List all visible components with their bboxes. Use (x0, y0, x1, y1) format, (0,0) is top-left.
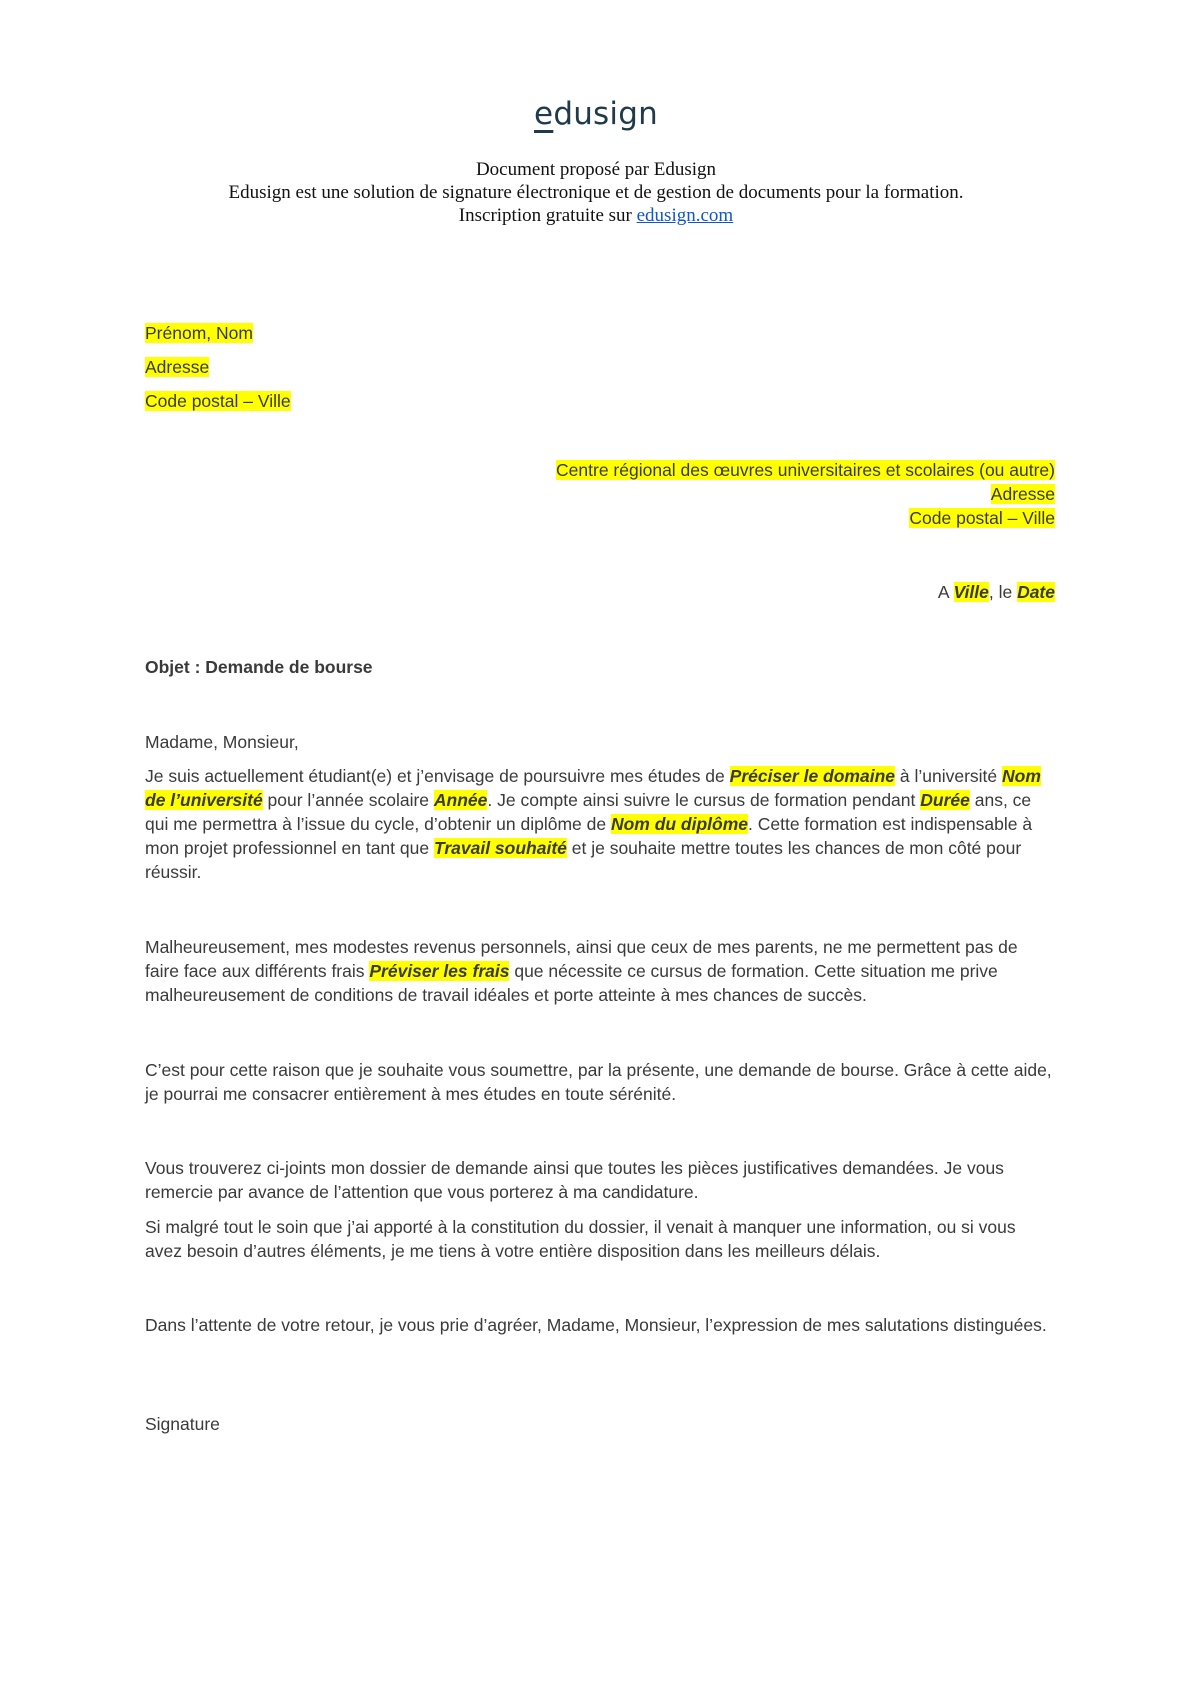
edusign-logo (0, 94, 1192, 134)
banner-line-3-prefix: Inscription gratuite sur (458, 205, 637, 226)
para1-text-5: ans, ce qui me permettra à l’issue du cycle, d’obtenir un diplôme de (145, 790, 1032, 834)
field-travail: Travail souhaité (433, 838, 567, 858)
para1-text-1: Je suis actuellement étudiant(e) et j’envisage de poursuivre mes études de (145, 766, 730, 786)
recipient-block (145, 458, 1055, 530)
para1-text-7: et je souhaite mettre toutes les chances de mon côté pour réussir. (145, 838, 1022, 882)
paragraph-4: Vous trouverez ci-joints mon dossier de demande ainsi que toutes les pièces justificatives demandées. Je vous remercie par avance de l’attention que vous porterez à ma candidature. (145, 1158, 1004, 1202)
recipient-name: Centre régional des œuvres universitaires et scolaires (ou autre) (556, 460, 1055, 480)
field-frais: Préviser les frais (369, 961, 510, 981)
field-domaine: Préciser le domaine (729, 766, 896, 786)
field-duree: Durée (920, 790, 970, 810)
field-ville: Ville (953, 582, 989, 602)
sender-block (145, 316, 1055, 418)
closing: Dans l’attente de votre retour, je vous prie d’agréer, Madame, Monsieur, l’expression de mes salutations distinguées. (145, 1315, 1047, 1335)
field-diplome: Nom du diplôme (610, 814, 749, 834)
date-prefix: A (937, 582, 954, 602)
logo-rest: dusign (553, 96, 658, 132)
paragraph-5: Si malgré tout le soin que j’ai apporté à la constitution du dossier, il venait à manquer une information, ou si vous avez besoin d’autres éléments, je me tiens à votre entière disposition dans les meilleurs délais. (145, 1217, 1016, 1261)
signature: Signature (145, 1414, 220, 1434)
para2-text-2: que nécessite ce cursus de formation. Cette situation me prive malheureusement de conditions de travail idéales et porte atteinte à mes chances de succès. (145, 961, 998, 1005)
edusign-link[interactable]: edusign.com (636, 205, 734, 226)
para1-text-4: . Je compte ainsi suivre le cursus de formation pendant (487, 790, 921, 810)
banner-line-3 (0, 204, 1192, 227)
para1-text-6: . Cette formation est indispensable à mon projet professionnel en tant que (145, 814, 1033, 858)
sender-city: Code postal – Ville (145, 391, 291, 411)
para1-text-2: à l’université (895, 766, 1003, 786)
greeting: Madame, Monsieur, (145, 732, 299, 752)
date-line (145, 580, 1055, 604)
sender-name: Prénom, Nom (145, 323, 253, 343)
para2-text-1: Malheureusement, mes modestes revenus personnels, ainsi que ceux de mes parents, ne me permettent pas de faire face aux différents frais (145, 937, 1018, 981)
para1-text-3: pour l’année scolaire (262, 790, 434, 810)
recipient-address: Adresse (990, 484, 1055, 504)
subject-line: Objet : Demande de bourse (145, 657, 373, 677)
paragraph-3: C’est pour cette raison que je souhaite vous soumettre, par la présente, une demande de bourse. Grâce à cette aide, je pourrai me consacrer entièrement à mes études en toute sérénité. (145, 1060, 1052, 1104)
banner-line-2: Edusign est une solution de signature électronique et de gestion de documents pour la formation. (228, 182, 964, 203)
paragraph-2 (145, 935, 1055, 1007)
recipient-city: Code postal – Ville (909, 508, 1055, 528)
banner-line-1: Document proposé par Edusign (475, 159, 717, 180)
sender-address: Adresse (145, 357, 210, 377)
field-universite: Nom de l’université (145, 766, 1041, 810)
field-date: Date (1017, 582, 1055, 602)
field-annee: Année (433, 790, 488, 810)
logo-first-letter: e (534, 96, 554, 132)
header-banner (0, 158, 1192, 227)
date-middle: , le (988, 582, 1018, 602)
paragraph-1 (145, 764, 1055, 884)
